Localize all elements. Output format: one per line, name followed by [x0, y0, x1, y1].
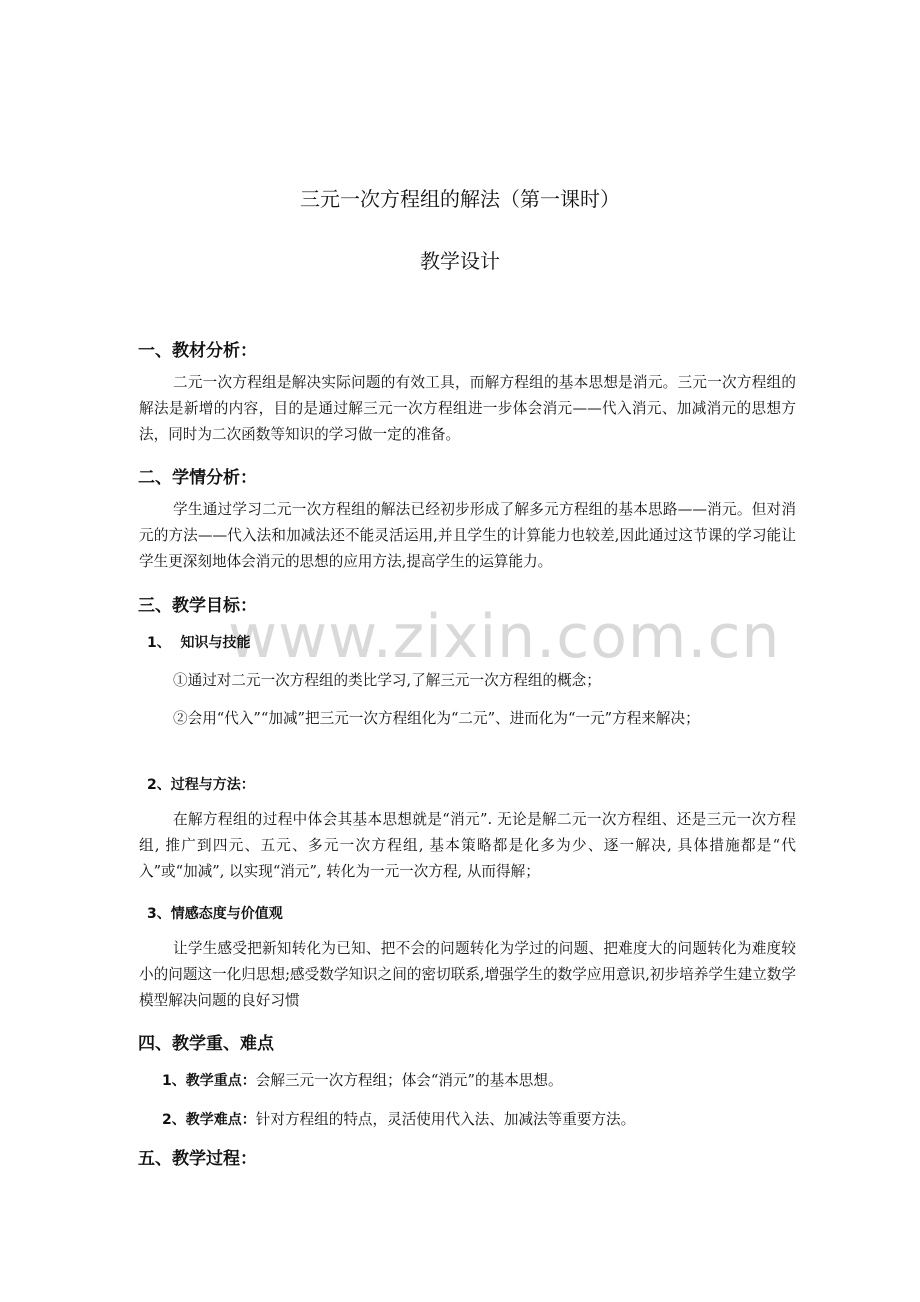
key-point: [162, 1069, 563, 1090]
document-title: 三元一次方程组的解法（第一课时）: [300, 187, 620, 211]
goal-item-1: ①通过对二元一次方程组的类比学习,了解三元一次方程组的概念；: [173, 672, 601, 689]
subheading-process-method: 2、过程与方法：: [147, 777, 255, 793]
paragraph-emotion-values: 让学生感受把新知转化为已知、把不会的问题转化为学过的问题、把难度大的问题转化为难度较小的问题这一化归思想;感受数学知识之间的密切联系,增强学生的数学应用意识,初步培养学生建立数学模型解决问题的良好习惯: [139, 940, 796, 1009]
section-heading-teaching-process: 五、教学过程：: [138, 1149, 257, 1169]
difficult-point: [162, 1108, 635, 1129]
section-heading-teaching-goals: 三、教学目标：: [138, 596, 257, 616]
goal-item-2: ②会用“代入”“加减”把三元一次方程组化为“二元”、进而化为“一元”方程来解决；: [173, 710, 700, 727]
difficult-point-label: 2、教学难点：: [162, 1112, 256, 1128]
difficult-point-text: 针对方程组的特点，灵活使用代入法、加减法等重要方法。: [255, 1111, 636, 1128]
paragraph-student-analysis: 学生通过学习二元一次方程组的解法已经初步形成了解多元方程组的基本思路——消元。但对消元的方法——代入法和加减法还不能灵活运用,并且学生的计算能力也较差,因此通过这节课的学习能让学生更深刻地体会消元的思想的应用方法,提高学生的运算能力。: [139, 501, 796, 570]
watermark: www.zixin.com.cn: [228, 602, 781, 672]
paragraph-textbook-analysis: 二元一次方程组是解决实际问题的有效工具，而解方程组的基本思想是消元。三元一次方程组的解法是新增的内容，目的是通过解三元一次方程组进一步体会消元——代入消元、加减消元的思想方法，同时为二次函数等知识的学习做一定的准备。: [139, 374, 796, 443]
subheading-emotion-values: 3、情感态度与价值观: [147, 906, 283, 922]
key-point-label: 1、教学重点：: [162, 1073, 256, 1089]
section-heading-student-analysis: 二、学情分析：: [138, 468, 257, 488]
section-heading-key-difficult-points: 四、教学重、难点: [138, 1034, 274, 1054]
section-heading-textbook-analysis: 一、教材分析：: [138, 341, 257, 361]
key-point-text: 会解三元一次方程组；体会“消元”的基本思想。: [255, 1072, 563, 1089]
paragraph-process-method: 在解方程组的过程中体会其基本思想就是“消元”. 无论是解二元一次方程组、还是三元一次方程组, 推广到四元、五元、多元一次方程组, 基本策略都是化多为少、逐一解决, 具体措施都是“代入”或“加减”, 以实现“消元”, 转化为一元一次方程, 从而得解；: [139, 811, 796, 880]
document-subtitle: 教学设计: [420, 249, 500, 273]
subheading-knowledge-skills: 1、 知识与技能: [147, 635, 251, 651]
